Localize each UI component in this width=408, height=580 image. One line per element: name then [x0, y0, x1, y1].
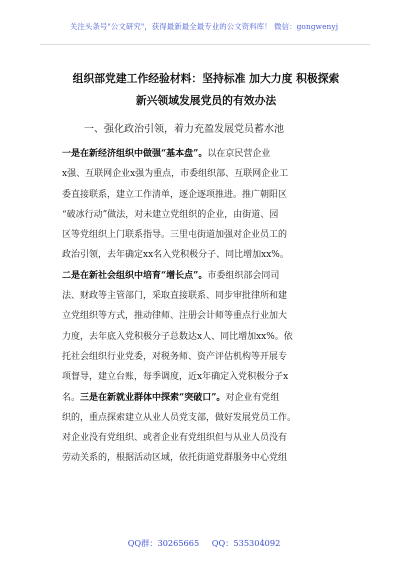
paragraph-line: “破冰行动”做法，对未建立党组织的企业，由街道、园	[62, 209, 279, 220]
lead-sentence: 一是在新经济组织中做强“基本盘”。	[62, 149, 208, 159]
paragraph-line: x强、互联网企业x强为重点，市委组织部、互联网企业工	[62, 169, 289, 180]
paragraph-line	[62, 144, 362, 164]
qq-number-text: QQ：535304092	[211, 538, 281, 548]
paragraph-line: 托社会组织行业党委，对税务师、资产评估机构等开展专	[62, 351, 288, 362]
footer-contact	[0, 538, 408, 549]
line-text: 名。	[62, 392, 81, 403]
paragraph-line: 织的，重点探索建立从业人员党支部，做好发展党员工作。	[62, 412, 297, 423]
paragraph-line	[62, 388, 362, 408]
lead-sentence: 二是在新社会组织中培育“增长点”。	[62, 270, 208, 281]
title-line-2: 新兴领域发展党员的有效办法	[135, 94, 277, 107]
paragraph-line: 劳动关系的，根据活动区域，依托街道党群服务中心党组	[62, 453, 288, 464]
header-promo-note: 关注头条号"公文研究"，获得最新最全最专业的公文资料库！ 微信：gongwenyj	[69, 22, 339, 31]
qq-group-text: QQ群：30265665	[127, 538, 200, 548]
line-text: 市委组织部会同司	[207, 270, 280, 281]
section-heading: 一、强化政治引领，着力充盈发展党员蓄水池	[84, 124, 284, 135]
lead-sentence: 三是在新就业群体中探索“突破口”。	[80, 392, 226, 403]
line-text: 对企业有党组	[225, 392, 280, 403]
paragraph-line: 对企业没有党组织、或者企业有党组织但与从业人员没有	[62, 433, 288, 444]
paragraph-line: 力度，去年底入党积极分子总数达x人、同比增加xx%。依	[62, 331, 293, 342]
title-line-1: 组织部党建工作经验材料：坚持标准 加大力度 积极探索	[72, 72, 340, 85]
paragraph-line	[62, 266, 362, 286]
paragraph-line: 区等党组织上门联系指导。三里屯街道加强对企业员工的	[62, 230, 288, 241]
paragraph-line: 委直接联系，建立工作清单，逐企逐项推进。推广朝阳区	[62, 189, 288, 200]
paragraph-line: 项督导，建立台账，每季调度，近x年确定入党积极分子x	[62, 372, 289, 383]
line-text: 以在京民营企业	[207, 149, 271, 159]
paragraph-line: 法、财政等主管部门，采取直接联系、同步审批律所和建	[62, 291, 288, 302]
document-title	[30, 68, 382, 112]
paragraph-line: 政治引领，去年确定xx名入党积极分子、同比增加xx%。	[62, 250, 289, 261]
body-text	[62, 144, 362, 469]
header-divider	[40, 44, 370, 45]
paragraph-line: 立党组织等方式，推动律师、注册会计师等重点行业加大	[62, 311, 288, 322]
